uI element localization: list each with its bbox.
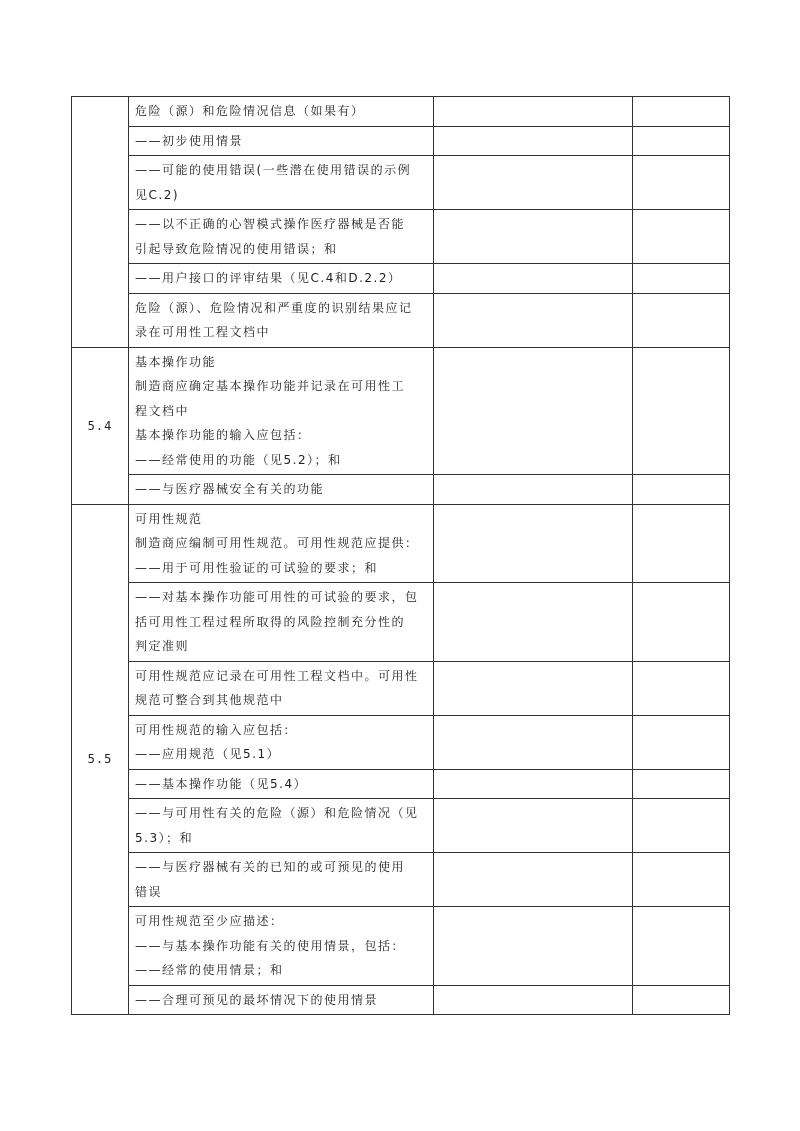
requirement-cell [129, 126, 434, 156]
verdict-blank-cell[interactable] [633, 475, 730, 505]
requirement-cell [129, 210, 434, 264]
table-row [72, 293, 730, 347]
requirement-text-line: 可用性规范的输入应包括： [135, 722, 298, 737]
table-row [72, 504, 730, 583]
clause-number-cell: 5.5 [72, 504, 129, 1015]
verdict-blank-cell[interactable] [633, 769, 730, 799]
evidence-blank-cell[interactable] [434, 264, 633, 294]
requirement-text-line: ——基本操作功能（见5.4） [135, 776, 308, 791]
evidence-blank-cell[interactable] [434, 583, 633, 662]
table-row [72, 97, 730, 127]
requirement-text-line: 5.3）；和 [135, 830, 194, 845]
evidence-blank-cell[interactable] [434, 126, 633, 156]
requirement-text-line: 可用性规范至少应描述： [135, 914, 284, 928]
requirement-text-line: 程文档中 [135, 403, 190, 418]
evidence-blank-cell[interactable] [434, 985, 633, 1015]
table-row [72, 661, 730, 715]
evidence-blank-cell[interactable] [434, 715, 633, 769]
requirement-cell [129, 475, 434, 505]
clause-number-cell: 5.4 [72, 347, 129, 504]
table-row [72, 799, 730, 853]
requirement-text-line: ——合理可预见的最坏情况下的使用情景 [135, 992, 379, 1007]
evidence-blank-cell[interactable] [434, 769, 633, 799]
requirement-cell [129, 715, 434, 769]
requirement-text-line: ——经常的使用情景；和 [135, 963, 284, 977]
table-row [72, 156, 730, 210]
verdict-blank-cell[interactable] [633, 715, 730, 769]
table-row [72, 583, 730, 662]
verdict-blank-cell[interactable] [633, 661, 730, 715]
requirement-cell [129, 264, 434, 294]
table-row [72, 985, 730, 1015]
requirement-cell [129, 661, 434, 715]
requirement-text-line: 判定准则 [135, 639, 190, 653]
evidence-blank-cell[interactable] [434, 661, 633, 715]
table-row [72, 264, 730, 294]
requirement-text-line: 见C.2) [135, 187, 180, 202]
requirement-text-line: 制造商应编制可用性规范。可用性规范应提供： [135, 536, 419, 550]
evidence-blank-cell[interactable] [434, 156, 633, 210]
requirements-checklist-table [71, 96, 730, 1015]
evidence-blank-cell[interactable] [434, 475, 633, 505]
table-row [72, 769, 730, 799]
evidence-blank-cell[interactable] [434, 799, 633, 853]
evidence-blank-cell[interactable] [434, 504, 633, 583]
requirement-text-line: 录在可用性工程文档中 [135, 325, 271, 339]
requirement-text-line: ——与可用性有关的危险（源）和危险情况（见 [135, 806, 419, 820]
requirement-cell [129, 907, 434, 986]
requirement-text-line: ——与医疗器械有关的已知的或可预见的使用 [135, 860, 406, 874]
verdict-blank-cell[interactable] [633, 853, 730, 907]
requirement-text-line: 引起导致危险情况的使用错误；和 [135, 241, 338, 256]
evidence-blank-cell[interactable] [434, 210, 633, 264]
verdict-blank-cell[interactable] [633, 583, 730, 662]
evidence-blank-cell[interactable] [434, 347, 633, 475]
table-row [72, 907, 730, 986]
requirement-text-line: ——与基本操作功能有关的使用情景，包括： [135, 938, 406, 953]
requirement-text-line: 可用性规范应记录在可用性工程文档中。可用性 [135, 668, 419, 683]
verdict-blank-cell[interactable] [633, 799, 730, 853]
table-row [72, 347, 730, 475]
requirement-cell [129, 293, 434, 347]
requirement-cell [129, 799, 434, 853]
verdict-blank-cell[interactable] [633, 97, 730, 127]
requirement-text-line: 错误 [135, 884, 163, 899]
requirement-text-line: ——应用规范（见5.1） [135, 747, 281, 761]
requirement-cell [129, 156, 434, 210]
requirement-text-line: 基本操作功能 [135, 354, 217, 369]
table-row [72, 126, 730, 156]
evidence-blank-cell[interactable] [434, 907, 633, 986]
verdict-blank-cell[interactable] [633, 156, 730, 210]
requirement-text-line: ——用于可用性验证的可试验的要求；和 [135, 560, 379, 575]
requirement-text-line: 括可用性工程过程所取得的风险控制充分性的 [135, 614, 406, 629]
requirement-cell [129, 853, 434, 907]
requirement-text-line: 制造商应确定基本操作功能并记录在可用性工 [135, 379, 406, 393]
table-body [72, 97, 730, 1015]
requirement-cell [129, 583, 434, 662]
requirement-text-line: 危险（源）、危险情况和严重度的识别结果应记 [135, 300, 413, 315]
requirement-text-line: 基本操作功能的输入应包括： [135, 428, 311, 442]
requirement-cell [129, 504, 434, 583]
table-row [72, 853, 730, 907]
requirement-cell [129, 347, 434, 475]
requirement-cell [129, 985, 434, 1015]
requirement-text-line: ——可能的使用错误(一些潜在使用错误的示例 [135, 163, 412, 177]
clause-number-cell [72, 97, 129, 348]
table-row [72, 475, 730, 505]
verdict-blank-cell[interactable] [633, 985, 730, 1015]
requirement-text-line: ——用户接口的评审结果（见C.4和D.2.2） [135, 271, 402, 285]
requirement-text-line: 可用性规范 [135, 511, 203, 526]
requirement-cell [129, 769, 434, 799]
evidence-blank-cell[interactable] [434, 853, 633, 907]
verdict-blank-cell[interactable] [633, 504, 730, 583]
table-row [72, 210, 730, 264]
verdict-blank-cell[interactable] [633, 264, 730, 294]
requirement-cell [129, 97, 434, 127]
evidence-blank-cell[interactable] [434, 97, 633, 127]
verdict-blank-cell[interactable] [633, 293, 730, 347]
requirement-text-line: ——以不正确的心智模式操作医疗器械是否能 [135, 217, 406, 231]
verdict-blank-cell[interactable] [633, 907, 730, 986]
requirement-text-line: ——对基本操作功能可用性的可试验的要求，包 [135, 590, 419, 604]
table-row [72, 715, 730, 769]
requirement-text-line: 规范可整合到其他规范中 [135, 693, 284, 707]
requirement-text-line: ——与医疗器械安全有关的功能 [135, 482, 325, 496]
verdict-blank-cell[interactable] [633, 126, 730, 156]
verdict-blank-cell[interactable] [633, 347, 730, 475]
requirement-text-line: 危险（源）和危险情况信息（如果有） [135, 104, 365, 118]
requirement-text-line: ——初步使用情景 [135, 133, 244, 148]
verdict-blank-cell[interactable] [633, 210, 730, 264]
requirement-text-line: ——经常使用的功能（见5.2）；和 [135, 452, 342, 467]
evidence-blank-cell[interactable] [434, 293, 633, 347]
